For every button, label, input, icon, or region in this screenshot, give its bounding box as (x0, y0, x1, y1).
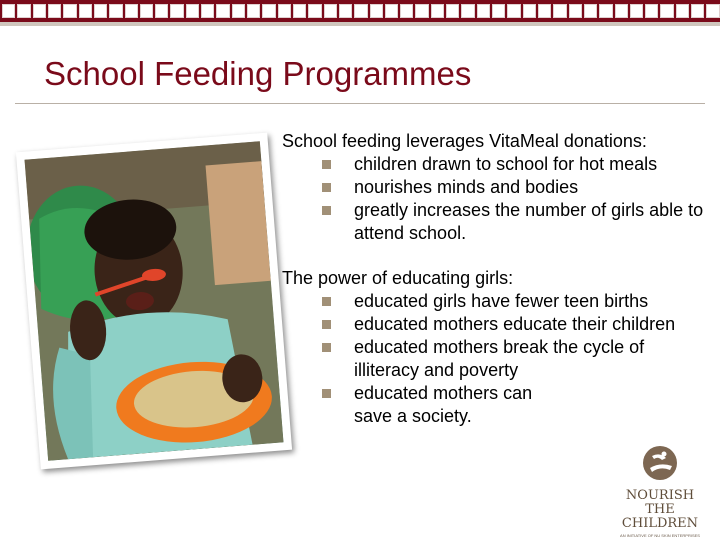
square-bullet-icon (322, 343, 331, 352)
list-item (282, 153, 712, 176)
logo-tagline: AN INITIATIVE OF NU SKIN ENTERPRISES (620, 533, 700, 538)
bullet-text: educated mothers can save a society. (354, 383, 533, 426)
section1-bullet-list (282, 153, 712, 245)
header-square-pattern (0, 4, 720, 18)
nourish-the-children-logo (606, 444, 714, 536)
list-item (282, 176, 712, 199)
list-item (282, 382, 712, 428)
title-divider (15, 103, 705, 104)
logo-name-line2: THE CHILDREN (621, 502, 699, 531)
section2-lead: The power of educating girls: (282, 268, 514, 288)
bullet-text: greatly increases the number of girls able to attend school. (354, 200, 704, 243)
list-item (282, 199, 712, 245)
list-item (282, 336, 712, 382)
square-bullet-icon (322, 297, 331, 306)
square-bullet-icon (322, 320, 331, 329)
header-shadow (0, 22, 720, 26)
bullet-text: nourishes minds and bodies (354, 177, 579, 197)
slide-body (282, 130, 712, 428)
slide-title: School Feeding Programmes (44, 55, 472, 92)
square-bullet-icon (322, 206, 331, 215)
square-bullet-icon (322, 183, 331, 192)
bullet-text: children drawn to school for hot meals (354, 154, 658, 174)
photo-illustration (25, 141, 284, 461)
bullet-text: educated girls have fewer teen births (354, 291, 649, 311)
photo-child-eating (16, 133, 292, 470)
photo-image (25, 141, 284, 461)
bullet-text: educated mothers break the cycle of illiteracy and poverty (354, 337, 645, 380)
logo-name-line1: NOURISH (625, 488, 695, 503)
bullet-text: educated mothers educate their children (354, 314, 676, 334)
section2-bullet-list (282, 290, 712, 428)
section1-lead: School feeding leverages VitaMeal donations: (282, 131, 647, 151)
square-bullet-icon (322, 389, 331, 398)
list-item (282, 290, 712, 313)
list-item (282, 313, 712, 336)
nourish-the-children-emblem-icon (606, 444, 714, 484)
square-bullet-icon (322, 160, 331, 169)
